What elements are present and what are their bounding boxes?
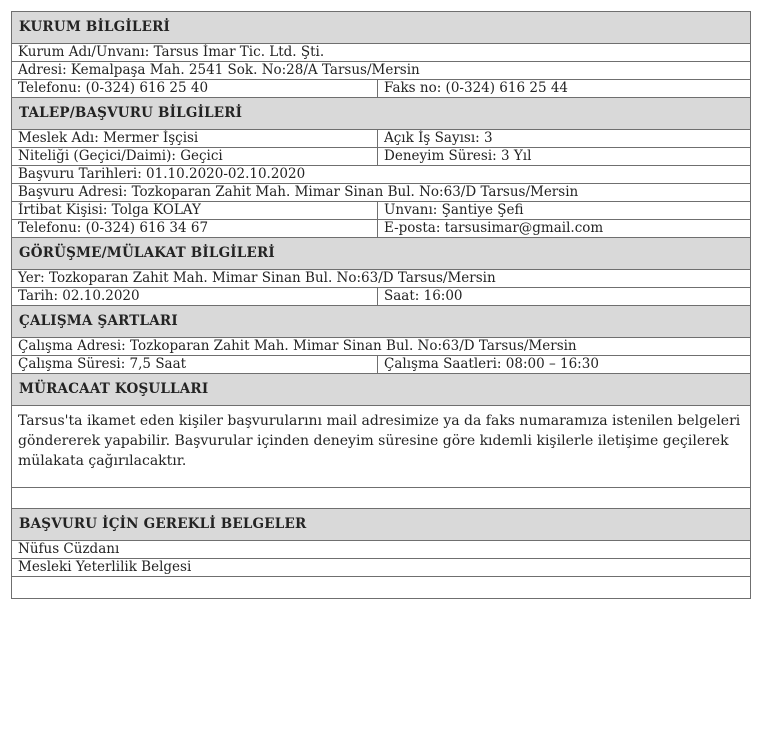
talep-tarihler: Başvuru Tarihleri: 01.10.2020-02.10.2020 — [12, 166, 751, 184]
belge-item: Nüfus Cüzdanı — [12, 541, 751, 559]
empty-cell — [12, 577, 751, 599]
gorusme-yer: Yer: Tozkoparan Zahit Mah. Mimar Sinan Bul. No:63/D Tarsus/Mersin — [12, 270, 751, 288]
calisma-adres: Çalışma Adresi: Tozkoparan Zahit Mah. Mimar Sinan Bul. No:63/D Tarsus/Mersin — [12, 338, 751, 356]
section-title-calisma: ÇALIŞMA ŞARTLARI — [12, 306, 751, 338]
list-item — [12, 559, 751, 577]
form-table — [11, 11, 751, 599]
kurum-unvan: Kurum Adı/Unvanı: Tarsus İmar Tic. Ltd. Şti. — [12, 44, 751, 62]
talep-acik-is: Açık İş Sayısı: 3 — [378, 130, 751, 148]
table-row — [12, 270, 751, 288]
gorusme-tarih: Tarih: 02.10.2020 — [12, 288, 378, 306]
gorusme-saat: Saat: 16:00 — [378, 288, 751, 306]
section-header-row — [12, 98, 751, 130]
job-posting-form — [11, 11, 751, 599]
empty-cell — [12, 488, 751, 509]
table-row — [12, 44, 751, 62]
section-header-row — [12, 12, 751, 44]
section-title-gorusme: GÖRÜŞME/MÜLAKAT BİLGİLERİ — [12, 238, 751, 270]
table-row — [12, 356, 751, 374]
talep-deneyim: Deneyim Süresi: 3 Yıl — [378, 148, 751, 166]
table-row — [12, 288, 751, 306]
table-row — [12, 130, 751, 148]
talep-irtibat: İrtibat Kişisi: Tolga KOLAY — [12, 202, 378, 220]
section-title-talep: TALEP/BAŞVURU BİLGİLERİ — [12, 98, 751, 130]
belge-item: Mesleki Yeterlilik Belgesi — [12, 559, 751, 577]
kurum-telefon: Telefonu: (0-324) 616 25 40 — [12, 80, 378, 98]
kurum-adres: Adresi: Kemalpaşa Mah. 2541 Sok. No:28/A Tarsus/Mersin — [12, 62, 751, 80]
talep-eposta: E-posta: tarsusimar@gmail.com — [378, 220, 751, 238]
talep-meslek: Meslek Adı: Mermer İşçisi — [12, 130, 378, 148]
section-header-row — [12, 306, 751, 338]
section-title-belgeler: BAŞVURU İÇİN GEREKLİ BELGELER — [12, 509, 751, 541]
section-header-row — [12, 509, 751, 541]
table-row — [12, 220, 751, 238]
calisma-sure: Çalışma Süresi: 7,5 Saat — [12, 356, 378, 374]
table-row — [12, 338, 751, 356]
table-row — [12, 406, 751, 488]
section-title-muracaat: MÜRACAAT KOŞULLARI — [12, 374, 751, 406]
table-row — [12, 80, 751, 98]
list-item — [12, 541, 751, 559]
talep-nitelik: Niteliği (Geçici/Daimi): Geçici — [12, 148, 378, 166]
table-row — [12, 62, 751, 80]
talep-unvan: Unvanı: Şantiye Şefi — [378, 202, 751, 220]
table-row — [12, 488, 751, 509]
calisma-saatler: Çalışma Saatleri: 08:00 – 16:30 — [378, 356, 751, 374]
table-row — [12, 166, 751, 184]
section-header-row — [12, 374, 751, 406]
talep-telefon: Telefonu: (0-324) 616 34 67 — [12, 220, 378, 238]
muracaat-text: Tarsus'ta ikamet eden kişiler başvurularını mail adresimize ya da faks numaramıza istenilen belgeleri göndererek yapabilir. Başvurular içinden deneyim süresine göre kıdemli kişilerle iletişime geçilerek mülakata çağırılacaktır. — [12, 406, 751, 488]
table-row — [12, 202, 751, 220]
table-row — [12, 148, 751, 166]
section-header-row — [12, 238, 751, 270]
table-row — [12, 184, 751, 202]
talep-adres: Başvuru Adresi: Tozkoparan Zahit Mah. Mimar Sinan Bul. No:63/D Tarsus/Mersin — [12, 184, 751, 202]
section-title-kurum: KURUM BİLGİLERİ — [12, 12, 751, 44]
kurum-faks: Faks no: (0-324) 616 25 44 — [378, 80, 751, 98]
table-row — [12, 577, 751, 599]
